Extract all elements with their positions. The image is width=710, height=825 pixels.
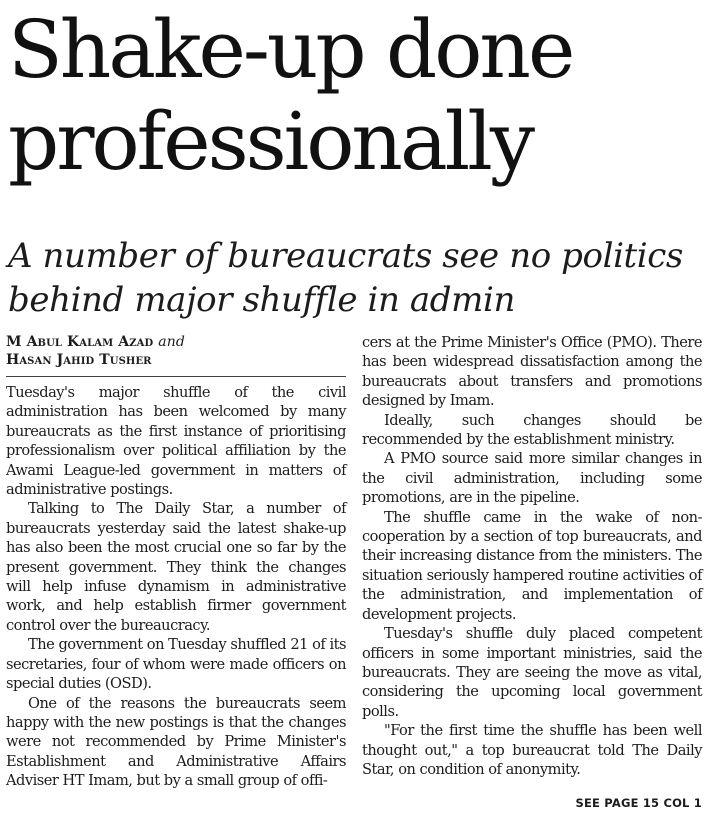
headline-line-2: professionally xyxy=(8,95,533,188)
byline xyxy=(6,333,346,369)
jump-line: SEE PAGE 15 COL 1 xyxy=(575,796,702,810)
paragraph: Tuesday's major shuffle of the civil administration has been welcomed by many bureaucrats as the first instance of prioritising professionalism over political affiliation by the Awami League-led government in matters of administrative postings. xyxy=(6,384,346,499)
paragraph: cers at the Prime Minister's Office (PMO). There has been widespread dissatisfaction among the bureaucrats about transfers and promotions designed by Imam. xyxy=(362,334,702,410)
paragraph: One of the reasons the bureaucrats seem happy with the new postings is that the changes were not recommended by Prime Minister's Establishment and Administrative Affairs Adviser HT Imam, but by a small group of offi- xyxy=(6,694,346,790)
paragraph: Talking to The Daily Star, a number of bureaucrats yesterday said the latest shake-up has also been the most crucial one so far by the present government. They think the changes will help infuse dynamism in administrative work, and help establish firmer government control over the bureaucracy. xyxy=(6,500,346,634)
deck-line-1: A number of bureaucrats see no politics xyxy=(8,236,683,276)
article-column-right xyxy=(362,333,702,779)
headline-line-1: Shake-up done xyxy=(8,3,573,96)
paragraph: "For the first time the shuffle has been well thought out," a top bureaucrat told The Daily Star, on condition of anonymity. xyxy=(362,722,702,778)
paragraph: The government on Tuesday shuffled 21 of its secretaries, four of whom were made officers on special duties (OSD). xyxy=(6,636,346,693)
paragraph: The shuffle came in the wake of non-cooperation by a section of top bureaucrats, and their increasing distance from the ministers. The situation seriously hampered routine activities of the administration, and implementation of development projects. xyxy=(362,508,702,623)
paragraph: A PMO source said more similar changes in the civil administration, including some promotions, are in the pipeline. xyxy=(362,450,702,507)
paragraph: Tuesday's shuffle duly placed competent officers in some important ministries, said the bureaucrats. They are seeing the move as vital, considering the upcoming local government polls. xyxy=(362,625,702,720)
headline xyxy=(8,4,708,188)
deck-subheadline xyxy=(8,234,708,322)
deck-line-2: behind major shuffle in admin xyxy=(8,280,515,320)
article-column-left xyxy=(6,333,346,791)
byline-conjunction: and xyxy=(158,334,185,350)
byline-divider xyxy=(6,376,346,377)
byline-author-1: M Abul Kalam Azad xyxy=(6,334,154,350)
byline-author-2: Hasan Jahid Tusher xyxy=(6,352,152,368)
paragraph: Ideally, such changes should be recommended by the establishment ministry. xyxy=(362,411,702,449)
